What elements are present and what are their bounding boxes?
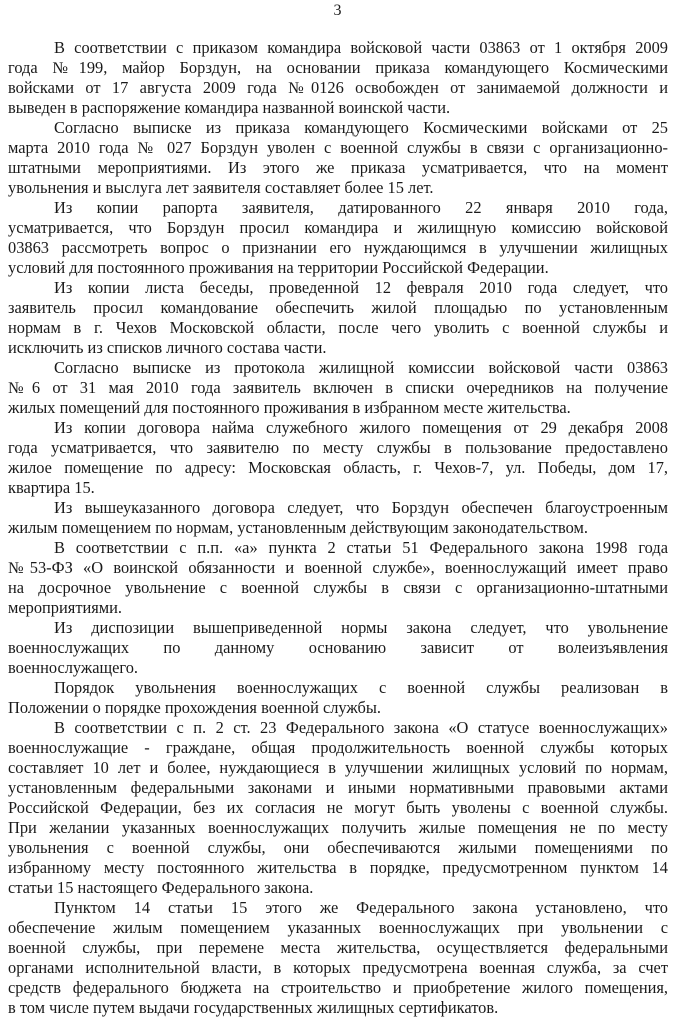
paragraph bbox=[8, 618, 668, 678]
text-line: военнослужащие - граждане, общая продолжительность военной службы которых bbox=[8, 738, 668, 757]
text-line: Российской Федерации, без их согласия не могут быть уволены с военной службы. bbox=[8, 798, 668, 817]
text-line: выведен в распоряжение командира названной воинской части. bbox=[8, 98, 451, 117]
text-line: Из копии договора найма служебного жилого помещения от 29 декабря 2008 bbox=[54, 418, 668, 437]
text-line: в том числе путем выдачи государственных жилищных сертификатов. bbox=[8, 998, 499, 1017]
text-line: условий для постоянного проживания на территории Российской Федерации. bbox=[8, 258, 549, 277]
text-line: Порядок увольнения военнослужащих с военной службы реализован в bbox=[54, 678, 668, 697]
text-line: жилое помещение по адресу: Московская область, г. Чехов-7, ул. Победы, дом 17, bbox=[8, 458, 668, 477]
text-line: войсками от 17 августа 2009 года №0126 освобожден от занимаемой должности и bbox=[8, 78, 668, 97]
text-line: 03863 рассмотреть вопрос о признании его нуждающимся в улучшении жилищных bbox=[8, 238, 668, 257]
paragraph bbox=[8, 118, 668, 198]
text-line: Положении о порядке прохождения военной службы. bbox=[8, 698, 381, 717]
text-line: на досрочное увольнение с военной службы в связи с организационно-штатными bbox=[8, 578, 668, 597]
text-line: В соответствии с п.п. «а» пункта 2 статьи 51 Федерального закона 1998 года bbox=[54, 538, 668, 557]
text-line: квартира 15. bbox=[8, 478, 95, 497]
text-line: избранному месту постоянного жительства в порядке, предусмотренном пунктом 14 bbox=[8, 858, 668, 877]
text-line: штатными мероприятиями. Из этого же приказа усматривается, что на момент bbox=[8, 158, 668, 177]
page-number: 3 bbox=[333, 2, 342, 19]
text-line: Пунктом 14 статьи 15 этого же Федерального закона установлено, что bbox=[54, 898, 668, 917]
text-line: Согласно выписке из протокола жилищной комиссии войсковой части 03863 bbox=[54, 358, 668, 377]
text-line: Согласно выписке из приказа командующего Космическими войсками от 25 bbox=[54, 118, 668, 137]
text-line: Из копии листа беседы, проведенной 12 февраля 2010 года следует, что bbox=[54, 278, 668, 297]
paragraph bbox=[8, 898, 668, 1018]
text-line: военной службы, при перемене места жительства, осуществляется федеральными bbox=[8, 938, 668, 957]
text-line: установленным федеральными законами и иными нормативными правовыми актами bbox=[8, 778, 668, 797]
text-line: мероприятиями. bbox=[8, 598, 123, 617]
text-line: органами исполнительной власти, в которых предусмотрена военная служба, за счет bbox=[8, 958, 668, 977]
text-line: марта 2010 года № 027 Борздун уволен с военной службы в связи с организационно- bbox=[8, 138, 668, 157]
text-line: жилых помещений для постоянного проживания в избранном месте жительства. bbox=[8, 398, 571, 417]
text-line: Из копии рапорта заявителя, датированного 22 января 2010 года, bbox=[54, 198, 668, 217]
text-line: года №199, майор Борздун, на основании приказа командующего Космическими bbox=[8, 58, 668, 77]
text-line: исключить из списков личного состава части. bbox=[8, 338, 327, 357]
paragraph bbox=[8, 678, 668, 718]
text-line: увольнения и выслуга лет заявителя составляет более 15 лет. bbox=[8, 178, 434, 197]
text-line: обеспечение жилым помещением указанных военнослужащих при увольнении с bbox=[8, 918, 668, 937]
text-line: №6 от 31 мая 2010 года заявитель включен в списки очередников на получение bbox=[8, 378, 668, 397]
text-line: Из вышеуказанного договора следует, что Борздун обеспечен благоустроенным bbox=[54, 498, 668, 517]
paragraph bbox=[8, 198, 668, 278]
text-line: увольнения с военной службы, они обеспечиваются жилыми помещениями по bbox=[8, 838, 668, 857]
paragraph bbox=[8, 538, 668, 618]
text-line: Из диспозиции вышеприведенной нормы закона следует, что увольнение bbox=[54, 618, 668, 637]
document-body bbox=[8, 38, 668, 1018]
text-line: военнослужащих по данному основанию зависит от волеизъявления bbox=[8, 638, 668, 657]
text-line: В соответствии с п. 2 ст. 23 Федерального закона «О статусе военнослужащих» bbox=[54, 718, 668, 737]
text-line: усматривается, что Борздун просил командира и жилищную комиссию войсковой bbox=[8, 218, 668, 237]
paragraph bbox=[8, 418, 668, 498]
text-line: статьи 15 настоящего Федерального закона. bbox=[8, 878, 314, 897]
text-line: составляет 10 лет и более, нуждающиеся в улучшении жилищных условий по нормам, bbox=[8, 758, 668, 777]
paragraph bbox=[8, 358, 668, 418]
paragraph bbox=[8, 718, 668, 898]
text-line: заявитель просил командование обеспечить жилой площадью по установленным bbox=[8, 298, 668, 317]
text-line: средств федерального бюджета на строительство и приобретение жилого помещения, bbox=[8, 978, 668, 997]
paragraph bbox=[8, 38, 668, 118]
text-line: нормам в г. Чехов Московской области, после чего уволить с военной службы и bbox=[8, 318, 668, 337]
text-line: При желании указанных военнослужащих получить жилые помещения не по месту bbox=[8, 818, 668, 837]
paragraph bbox=[8, 278, 668, 358]
text-line: жилым помещением по нормам, установленным действующим законодательством. bbox=[8, 518, 588, 537]
text-line: военнослужащего. bbox=[8, 658, 138, 677]
paragraph bbox=[8, 498, 668, 538]
text-line: №53-ФЗ «О воинской обязанности и военной службе», военнослужащий имеет право bbox=[8, 558, 668, 577]
text-line: года усматривается, что заявителю по месту службы в пользование предоставлено bbox=[8, 438, 668, 457]
text-line: В соответствии с приказом командира войсковой части 03863 от 1 октября 2009 bbox=[54, 38, 668, 57]
